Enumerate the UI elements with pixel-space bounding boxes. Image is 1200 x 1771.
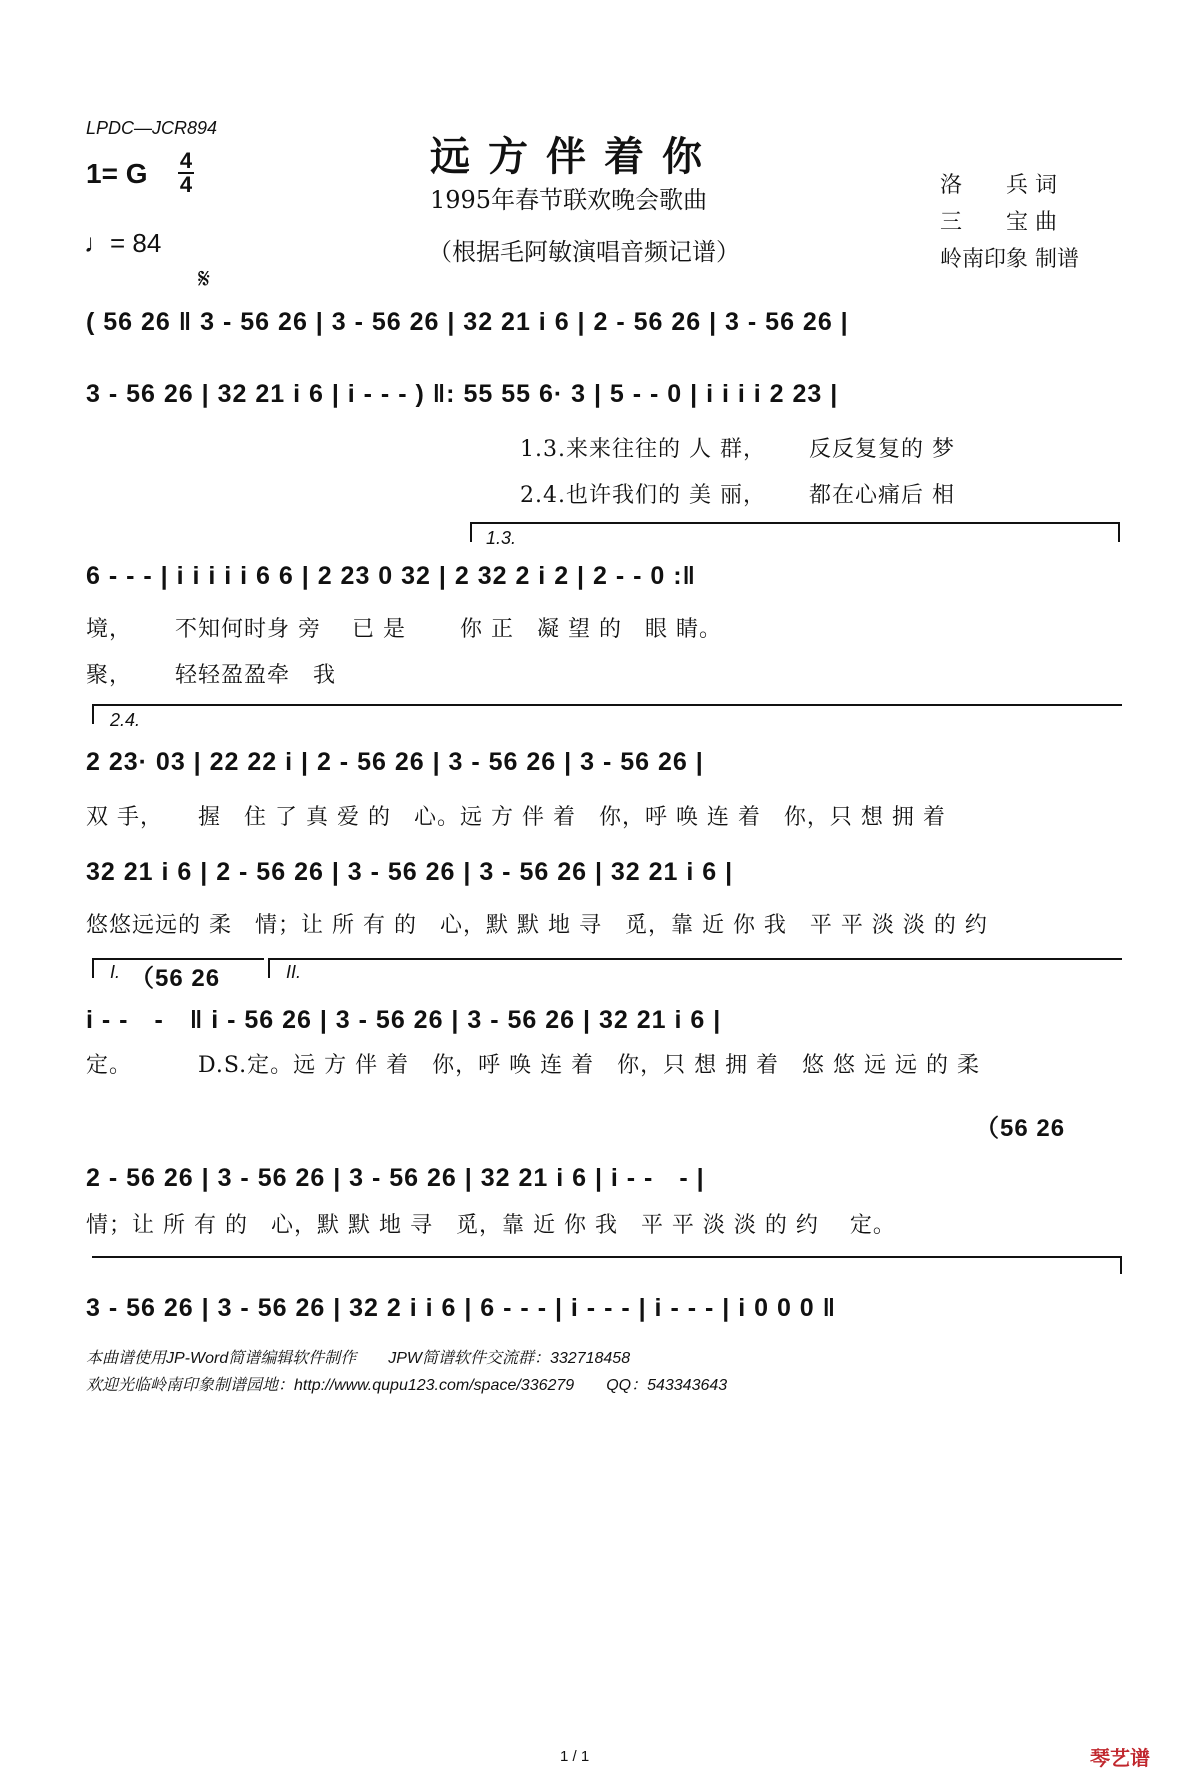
lyrics-row-2-verse-2: 2.4.也许我们的 美 丽， 都在心痛后 相 — [520, 483, 955, 508]
volta-label-13: 1.3. — [486, 528, 517, 548]
lyrics-row-6: 定。 D.S.定。远 方 伴 着 你，呼 唤 连 着 你，只 想 拥 着 悠 悠 远 远 的 柔 — [86, 1053, 981, 1078]
song-title: 远方伴着你 — [430, 133, 720, 180]
time-bottom: 4 — [179, 172, 193, 197]
transcription-source: （根据毛阿敏演唱音频记谱） — [428, 238, 740, 266]
score-row-8: 3 - 56 26 | 3 - 56 26 | 32 2 i i 6 | 6 - - - | i - - - | i - - - | i 0 0 0 ‖ — [86, 1294, 837, 1322]
second-ending-label: II. — [286, 962, 302, 982]
volta-bracket-13-right — [1118, 522, 1120, 542]
footer-website-note: 欢迎光临岭南印象制谱园地：http://www.qupu123.com/space/336279 QQ：543343643 — [86, 1377, 728, 1394]
first-ending-pickup: （56 26 — [130, 965, 221, 992]
segno-icon: 𝄋 — [198, 262, 211, 295]
lyricist-credit: 洛 兵 词 — [940, 173, 1057, 198]
score-row-4: 2 23· 03 | 22 22 i | 2 - 56 26 | 3 - 56 26 | 3 - 56 26 | — [86, 748, 704, 776]
score-row-6: i - - - ‖ i - 56 26 | 3 - 56 26 | 3 - 56 26 | 32 21 i 6 | — [86, 1006, 722, 1034]
lyrics-row-3-verse-2: 聚， 轻轻盈盈牵 我 — [86, 663, 336, 688]
lyrics-row-2-verse-1: 1.3.来来往往的 人 群， 反反复复的 梦 — [520, 437, 955, 462]
coda-line-right — [1120, 1256, 1122, 1274]
volta-bracket-13-left — [470, 522, 472, 542]
volta-bracket-13 — [470, 522, 1120, 524]
pickup-notes: （56 26 — [975, 1115, 1066, 1142]
score-row-3: 6 - - - | i i i i i 6 6 | 2 23 0 32 | 2 32 2 i 2 | 2 - - 0 :‖ — [86, 562, 696, 590]
volta-bracket-24 — [92, 704, 1122, 706]
tempo-mark: ♩= 84 — [84, 228, 162, 258]
time-signature — [178, 150, 194, 196]
volta-bracket-24-left — [92, 704, 94, 724]
second-ending-bracket — [268, 958, 1122, 960]
score-row-2: 3 - 56 26 | 32 21 i 6 | i - - - ) ‖: 55 55 6· 3 | 5 - - 0 | i i i i 2 23 | — [86, 380, 839, 408]
score-code: LPDC—JCR894 — [86, 118, 218, 138]
page-number: 1 / 1 — [560, 1748, 590, 1765]
score-row-5: 32 21 i 6 | 2 - 56 26 | 3 - 56 26 | 3 - 56 26 | 32 21 i 6 | — [86, 858, 734, 886]
time-top: 4 — [179, 148, 193, 173]
lyrics-row-5: 悠悠远远的 柔 情；让 所 有 的 心，默 默 地 寻 觅，靠 近 你 我 平 平 淡 淡 的 约 — [86, 913, 988, 938]
watermark-logo: 琴艺谱 — [1090, 1748, 1150, 1770]
score-row-7: 2 - 56 26 | 3 - 56 26 | 3 - 56 26 | 32 21 i 6 | i - - - | — [86, 1164, 705, 1192]
second-ending-left — [268, 958, 270, 978]
key-signature: 1= G — [86, 158, 148, 189]
lyrics-row-7: 情；让 所 有 的 心，默 默 地 寻 觅，靠 近 你 我 平 平 淡 淡 的 约 定。 — [86, 1213, 896, 1238]
footer-software-note: 本曲谱使用JP-Word简谱编辑软件制作 JPW简谱软件交流群：332718458 — [86, 1350, 631, 1367]
lyrics-row-4: 双 手， 握 住 了 真 爱 的 心。远 方 伴 着 你，呼 唤 连 着 你，只 想 拥 着 — [86, 805, 946, 830]
volta-label-24: 2.4. — [110, 710, 141, 730]
composer-credit: 三 宝 曲 — [940, 210, 1057, 235]
first-ending-label: I. — [110, 962, 121, 982]
score-row-1: ( 56 26 ‖ 3 - 56 26 | 3 - 56 26 | 32 21 i 6 | 2 - 56 26 | 3 - 56 26 | — [86, 308, 849, 336]
coda-line — [92, 1256, 1122, 1258]
first-ending-left — [92, 958, 94, 978]
song-subtitle: 1995年春节联欢晚会歌曲 — [430, 186, 708, 214]
arranger-credit: 岭南印象 制谱 — [940, 247, 1079, 272]
lyrics-row-3-verse-1: 境， 不知何时身 旁 已 是 你 正 凝 望 的 眼 睛。 — [86, 617, 722, 642]
